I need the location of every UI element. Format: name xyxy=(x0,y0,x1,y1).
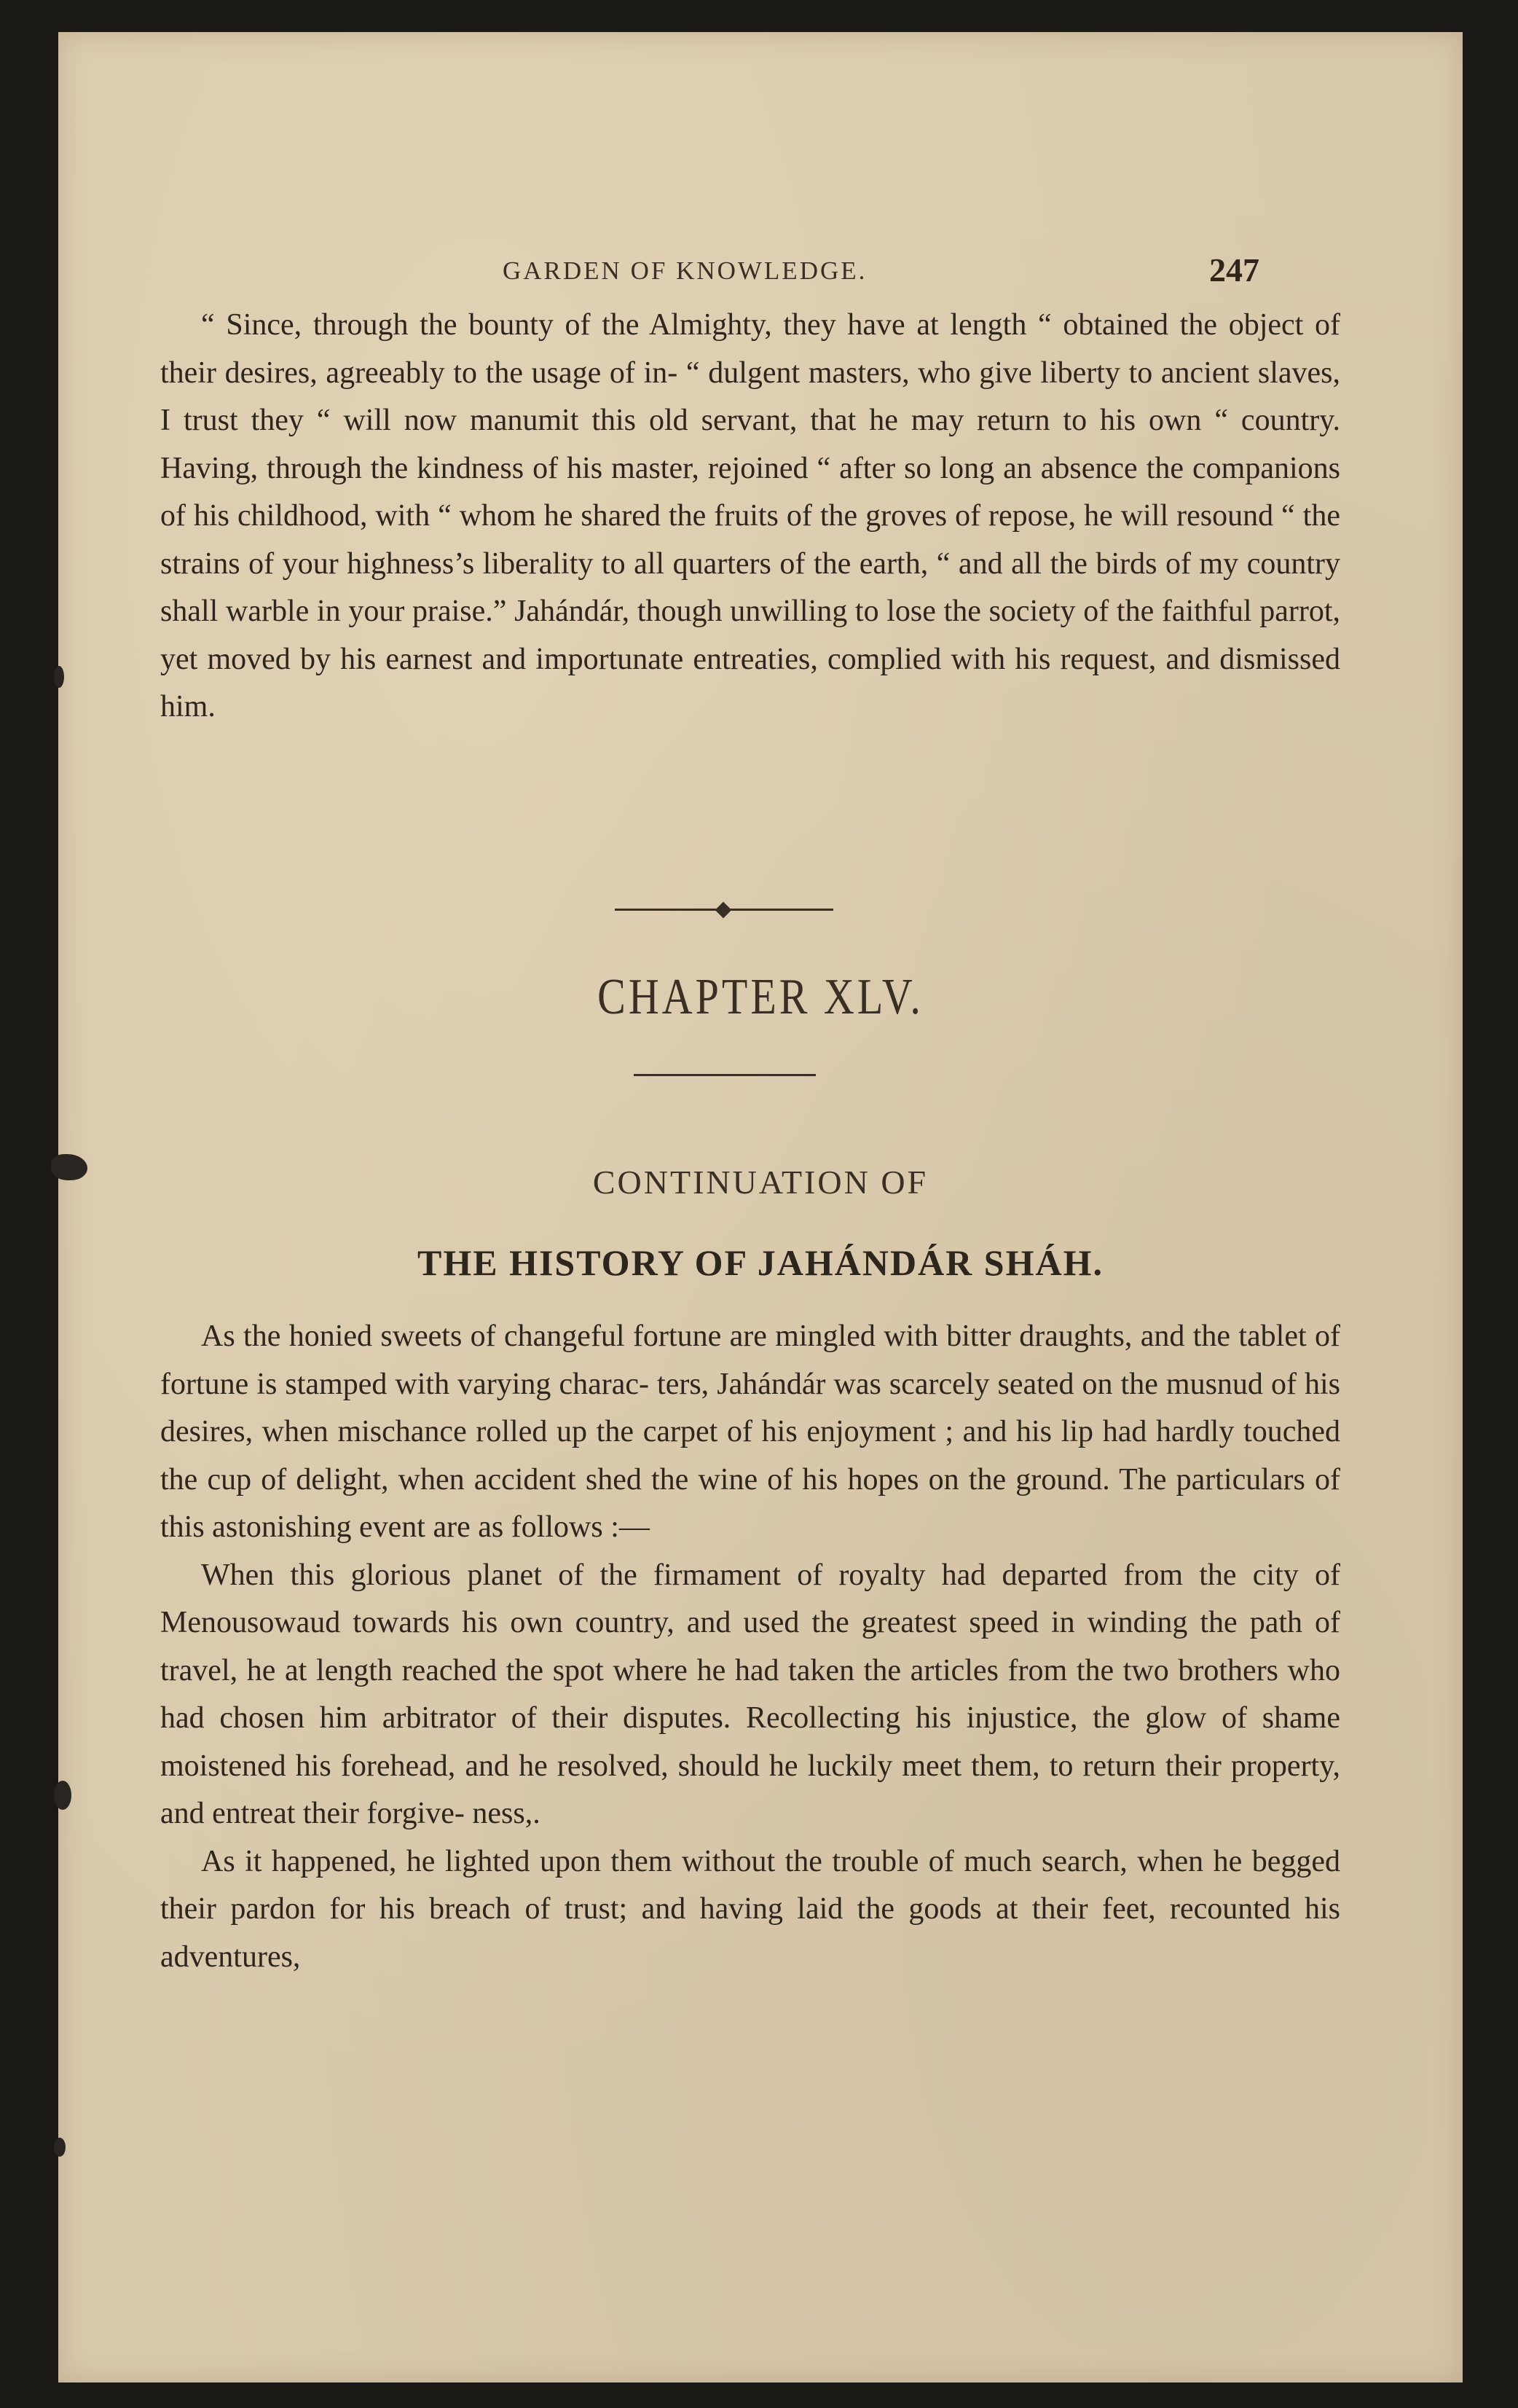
chapter-heading: CHAPTER XLV. xyxy=(597,968,924,1025)
opening-paragraph: “ Since, through the bounty of the Almighty, they have at length “ obtained the object of their desires, agreeably to the usage of in- “ dulgent masters, who give liberty to ancient slaves, I trust they “ will now manumit this old servant, that he may return to his own “ country. Having, through the kindness of his master, rejoined “ after so long an absence the companions of his childhood, with “ whom he shared the fruits of the groves of repose, he will resound “ the strains of your highness’s liberality to all quarters of the earth, “ and all the birds of my country shall warble in your praise.” Jahándár, though unwilling to lose the society of the faithful parrot, yet moved by his earnest and importunate entreaties, complied with his request, and dismissed him. xyxy=(160,308,1340,723)
running-head: GARDEN OF KNOWLEDGE. xyxy=(503,256,868,285)
page-header xyxy=(58,251,1463,294)
paper-damage-spot xyxy=(51,1154,87,1180)
paper-damage-spot xyxy=(54,666,64,688)
body-paragraph: As the honied sweets of changeful fortune are mingled with bitter draughts, and the tablet of fortune is stamped with varying charac- ters, Jahándár was scarcely seated on the musnud of his desires, when mischance rolled up the carpet of his enjoyment ; and his lip had hardly touched the cup of delight, when accident shed the wine of his hopes on the ground. The particulars of this astonishing event are as follows :— xyxy=(160,1319,1340,1544)
body-paragraph: When this glorious planet of the firmament of royalty had departed from the city of Menousowaud towards his own country, and used the greatest speed in winding the path of travel, he at length reached the spot where he had taken the articles from the two brothers who had chosen him arbitrator of their disputes. Recollecting his injustice, the glow of shame moistened his forehead, and he resolved, should he luckily meet them, to return their property, and entreat their forgive- ness,. xyxy=(160,1558,1340,1830)
opening-passage xyxy=(160,302,1340,732)
book-page xyxy=(58,32,1463,2382)
chapter-body xyxy=(160,1313,1340,1981)
divider-ornament-icon xyxy=(715,902,732,919)
page-number: 247 xyxy=(1209,251,1259,289)
body-paragraph: As it happened, he lighted upon them without the trouble of much search, when he begged their pardon for his breach of trust; and having laid the goods at their feet, recounted his adventures, xyxy=(160,1844,1340,1974)
paper-damage-spot xyxy=(54,2138,66,2157)
chapter-divider xyxy=(634,1074,816,1076)
chapter-subtitle: CONTINUATION OF xyxy=(592,1164,929,1201)
chapter-title: THE HISTORY OF JAHÁNDÁR SHÁH. xyxy=(417,1242,1104,1283)
paper-damage-spot xyxy=(54,1781,71,1810)
